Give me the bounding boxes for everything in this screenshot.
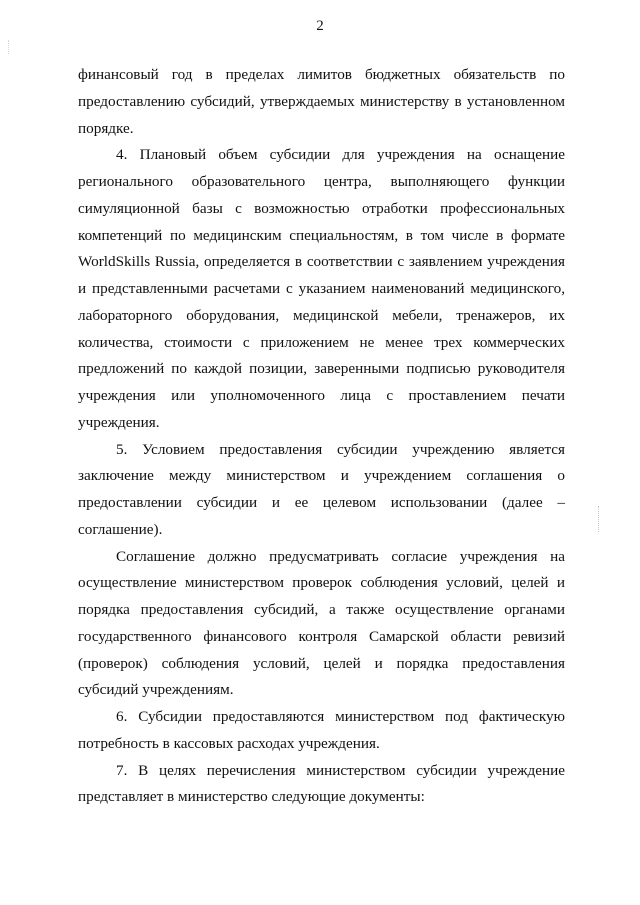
text-line: соглашение). bbox=[78, 520, 163, 538]
text-line: 6. Субсидии предоставляются министерством под фактическую bbox=[116, 708, 565, 725]
text-line: заключение между министерством и учреждением соглашения о bbox=[78, 467, 565, 485]
text-line: осуществление министерством проверок соблюдения условий, целей и bbox=[78, 574, 565, 592]
text-line: лабораторного оборудования, медицинской мебели, тренажеров, их bbox=[78, 306, 565, 324]
text-line: 5. Условием предоставления субсидии учреждению является bbox=[116, 440, 565, 458]
text-line: предоставлению субсидий, утверждаемых министерству в установленном bbox=[78, 92, 565, 110]
text-line: 7. В целях перечисления министерством субсидии учреждение bbox=[116, 761, 565, 779]
text-line: предоставлении субсидии и ее целевом использовании (далее – bbox=[78, 494, 565, 511]
scan-artifact bbox=[8, 40, 10, 54]
text-line: и представленными расчетами с указанием наименований медицинского, bbox=[78, 280, 565, 297]
text-line: предложений по каждой позиции, заверенными подписью руководителя bbox=[78, 360, 565, 378]
text-line: учреждения или уполномоченного лица с проставлением печати bbox=[78, 387, 565, 404]
text-line: компетенций по медицинским специальностям, в том числе в формате bbox=[78, 226, 565, 244]
text-line: количества, стоимости с приложением не менее трех коммерческих bbox=[78, 333, 565, 351]
page-number: 2 bbox=[316, 18, 324, 34]
text-line: WorldSkills Russia, определяется в соответствии с заявлением учреждения bbox=[78, 253, 565, 271]
text-line: представляет в министерство следующие документы: bbox=[78, 788, 425, 806]
text-line: симуляционной базы с возможностью отработки профессиональных bbox=[78, 199, 565, 217]
text-line: порядке. bbox=[78, 119, 134, 137]
document-body bbox=[78, 62, 565, 811]
text-line: порядка предоставления субсидий, а также осуществление органами bbox=[78, 601, 565, 618]
text-line: потребность в кассовых расходах учреждения. bbox=[78, 734, 380, 752]
scan-artifact bbox=[598, 506, 600, 532]
text-line: регионального образовательного центра, выполняющего функции bbox=[78, 173, 565, 190]
text-line: Соглашение должно предусматривать согласие учреждения на bbox=[116, 547, 565, 565]
text-line: 4. Плановый объем субсидии для учреждения на оснащение bbox=[116, 146, 565, 164]
text-line: учреждения. bbox=[78, 413, 160, 431]
text-line: (проверок) соблюдения условий, целей и порядка предоставления bbox=[78, 654, 565, 672]
text-line: финансовый год в пределах лимитов бюджетных обязательств по bbox=[78, 66, 565, 83]
text-line: государственного финансового контроля Самарской области ревизий bbox=[78, 627, 565, 645]
text-line: субсидий учреждениям. bbox=[78, 681, 234, 699]
